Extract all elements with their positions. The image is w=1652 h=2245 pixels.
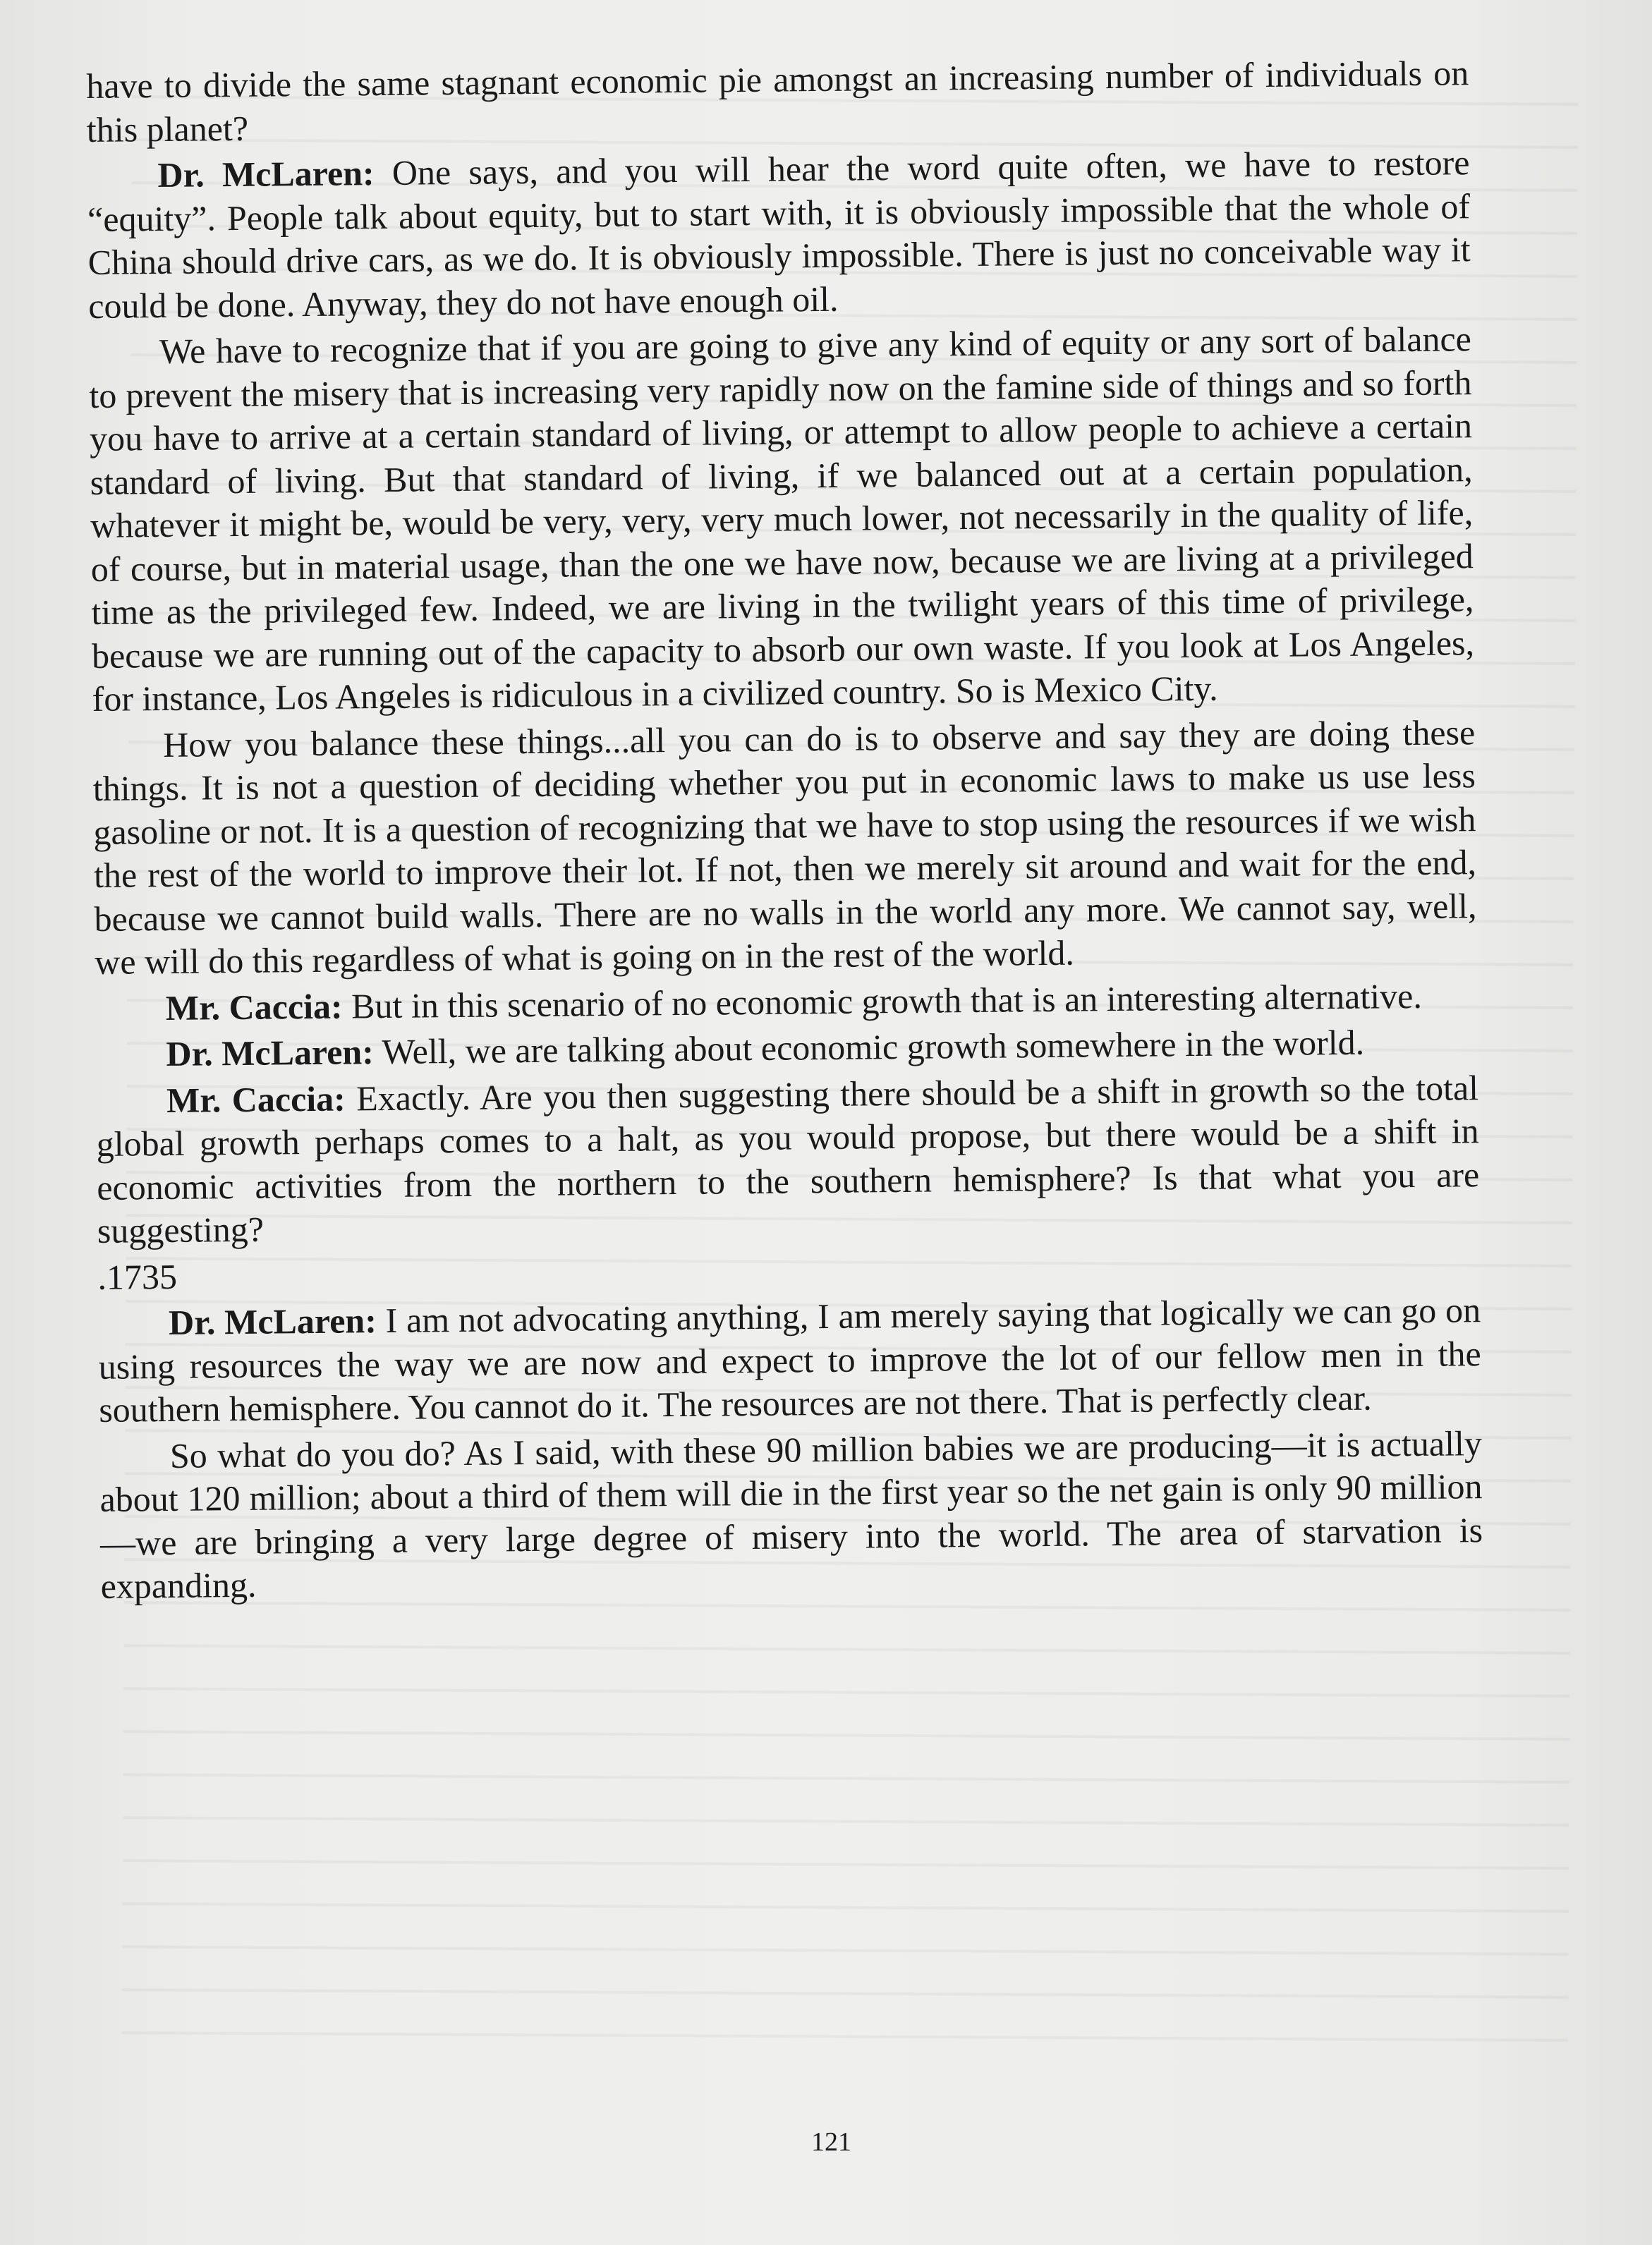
paragraph-text: But in this scenario of no economic growth that is an interesting alternative. (342, 975, 1423, 1026)
speaker-label: Dr. McLaren: (157, 153, 375, 195)
paragraph-text: Well, we are talking about economic growth somewhere in the world. (373, 1022, 1365, 1072)
paragraph-4 (92, 711, 1477, 985)
speaker-label: Dr. McLaren: (166, 1032, 375, 1073)
paragraph-text: So what do you do? As I said, with these 90 million babies we are producing—it is actually about 120 million; about a third of them will die in the first year so the net gain is only 90 million—we are bringing a very large degree of misery into the world. The area of starvation is expanding. (99, 1423, 1483, 1606)
paragraph-text: We have to recognize that if you are going to give any kind of equity or any sort of balance to prevent the misery that is increasing very rapidly now on the famine side of things and so forth you have to arrive at a certain standard of living, or attempt to allow people to achieve a certain standard of living. But that standard of living, if we balanced out at a certain population, whatever it might be, would be very, very, very much lower, not necessarily in the quality of life, of course, but in material usage, than the one we have now, because we are living at a privileged time as the privileged few. Indeed, we are living in the twilight years of this time of privilege, because we are running out of the capacity to absorb our own waste. If you look at Los Angeles, for instance, Los Angeles is ridiculous in a civilized country. So is Mexico City. (89, 319, 1475, 719)
page-number: 121 (811, 2127, 851, 2157)
paragraph-3 (89, 317, 1475, 721)
paragraph-text: .1735 (97, 1256, 178, 1297)
transcript-body (86, 51, 1483, 1611)
paragraph-1 (86, 51, 1469, 152)
paragraph-text: How you balance these things...all you can do is to observe and say they are doing these things. It is not a question of deciding whether you put in economic laws to make us use less gasoline or not. It is a question of recognizing that we have to stop using the resources if we wish the rest of the world to improve their lot. If not, then we merely sit around and wait for the end, because we cannot build walls. There are no walls in the world any more. We cannot say, well, we will do this regardless of what is going on in the rest of the world. (92, 712, 1477, 982)
paragraph-text: Exactly. Are you then suggesting there should be a shift in growth so the total global growth perhaps comes to a halt, as you would propose, but there would be a shift in economic activities from the northern to the southern hemisphere? Is that what you are suggesting? (96, 1067, 1480, 1251)
speaker-label: Dr. McLaren: (168, 1301, 377, 1342)
paragraph-text: I am not advocating anything, I am merely saying that logically we can go on using resources the way we are now and expect to improve the lot of our fellow men in the southern hemisphere. You cannot do it. The resources are not there. That is perfectly clear. (98, 1290, 1481, 1430)
speaker-label: Mr. Caccia: (166, 1078, 346, 1120)
paragraph-7 (96, 1066, 1480, 1253)
paragraph-8 (98, 1289, 1482, 1432)
paragraph-text: have to divide the same stagnant economic pie amongst an increasing number of individuals on this planet? (86, 53, 1469, 150)
paragraph-text: One says, and you will hear the word quite often, we have to restore “equity”. People talk about equity, but to start with, it is obviously impossible that the whole of China should drive cars, as we do. It is obviously impossible. There is just no conceivable way it could be done. Anyway, they do not have enough oil. (87, 142, 1471, 326)
paragraph-2 (87, 141, 1471, 328)
speaker-label: Mr. Caccia: (165, 986, 343, 1028)
paragraph-9 (99, 1422, 1483, 1609)
